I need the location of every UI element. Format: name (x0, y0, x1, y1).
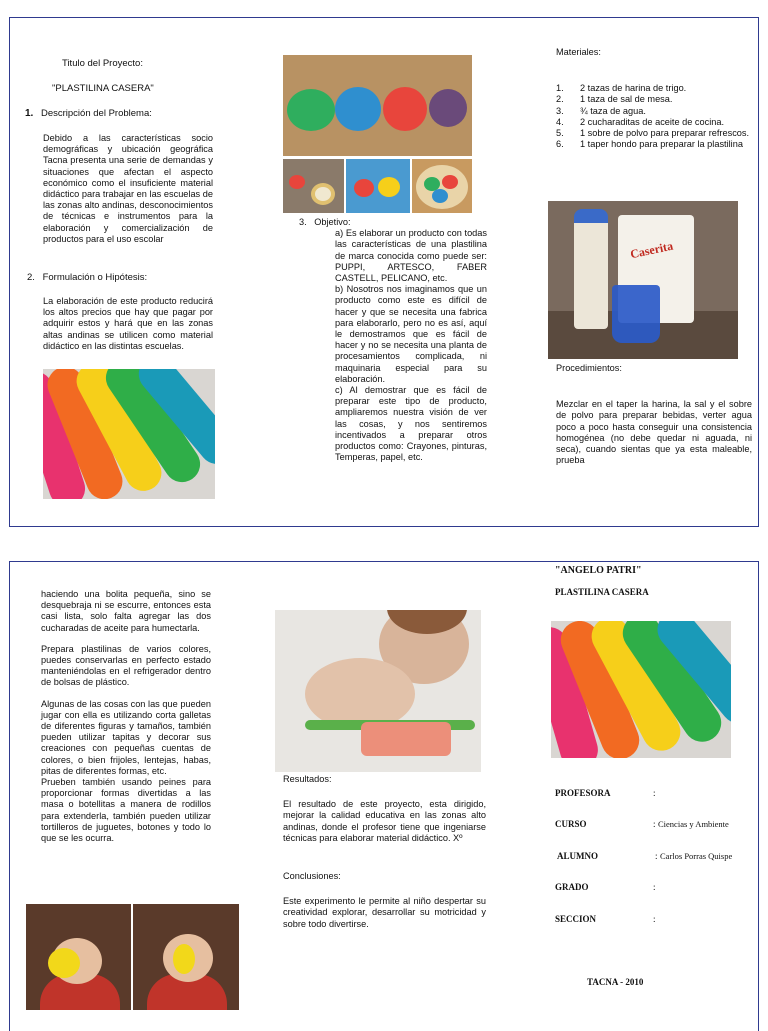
field-label: GRADO (555, 882, 589, 892)
panel-objective (299, 217, 487, 463)
field-colon: : (655, 851, 658, 861)
results-title: Resultados: (283, 774, 332, 784)
field-label: SECCION (555, 914, 597, 924)
section-3-number: 3. (299, 217, 307, 227)
clay-step-photo-1 (283, 159, 344, 213)
objective-b: b) Nosotros nos imaginamos que un producto como este es difícil de hacer y que se necesita una fabrica para elaborarlo, pero no es así, aquí le demostramos que es fácil de hacer y no se necesita una planta de procesamientos complicada, ni maquinaria especial para su elaboración. (335, 284, 487, 384)
green-clay-ball (287, 89, 335, 131)
blue-clay-ball (335, 87, 381, 131)
cover-subtitle: PLASTILINA CASERA (555, 587, 649, 597)
materials-title: Materiales: (556, 47, 601, 57)
section-2-heading (27, 272, 147, 283)
material-text: 1 sobre de polvo para preparar refrescos. (580, 128, 750, 139)
results-body: El resultado de este proyecto, esta dirigido, mejorar la calidad educativa en las zonas alto andinas, donde el profesor tiene que ingeniarse técnicas para elaborar material didáctico. Xº (283, 799, 486, 843)
material-number: 5. (556, 128, 564, 139)
procedure-paragraph-3: Algunas de las cosas con las que pueden jugar con ella es utilizando corta galletas de diferentes figuras y tamaños, también pueden utilizar tapitas y decorar sus creaciones con pequeñas cuentas de colores, o bien frijoles, lentejas, habas, pitas de diferentes formas, etc. (41, 698, 211, 776)
red-clay-small-2 (354, 179, 374, 197)
field-alumno (557, 851, 757, 863)
panel-procedure-continued (41, 589, 211, 844)
section-3-title: Objetivo: (314, 217, 351, 227)
project-name: "PLASTILINA CASERA" (52, 83, 154, 94)
brochure-page-inside (9, 561, 759, 1031)
section-3-heading (299, 217, 487, 228)
material-item (556, 106, 752, 117)
yellow-clay-ball (48, 948, 80, 978)
cover-rainbow-clay-photo (551, 621, 731, 758)
material-number: 1. (556, 83, 564, 94)
section-1-heading (25, 108, 152, 119)
field-value: Ciencias y Ambiente (658, 819, 729, 829)
field-label: PROFESORA (555, 788, 611, 798)
red-clay-ball (383, 87, 427, 131)
material-item (556, 83, 752, 94)
procedure-paragraph-1: haciendo una bolita pequeña, sino se desquebraja ni se escurre, entonces esta casi lista, solo falta agregar las dos cucharadas de aceite para humectarla. (41, 589, 211, 633)
field-label: CURSO (555, 819, 587, 829)
material-item (556, 128, 752, 139)
yellow-clay-small (378, 177, 400, 197)
material-text: 1 taza de sal de mesa. (580, 94, 673, 105)
material-item (556, 117, 752, 128)
objective-a: a) Es elaborar un producto con todas las características de una plastilina de marca conocida como puede ser: PUPPI, ARTESCO, FABER CASTELL, PELICANO, etc. (335, 228, 487, 284)
procedure-paragraph-2: Prepara plastilinas de varios colores, puedes conservarlas en perfecto estado manteniéndolas en el refrigerador dentro de bolsas de plástico. (41, 643, 211, 688)
field-grado (555, 882, 755, 894)
material-text: 1 taper hondo para preparar la plastilina (580, 139, 743, 150)
materials-photo (548, 201, 738, 359)
panel-materials (556, 47, 752, 150)
child-hands-yellow-clay-photo-2 (133, 904, 239, 1010)
salt-bottle (574, 211, 608, 329)
procedure-title: Procedimientos: (556, 363, 622, 373)
conclusions-body: Este experimento le permite al niño despertar su creatividad explorar, desarrollar su motricidad y sobre todo divertirse. (283, 896, 486, 929)
section-2-title: Formulación o Hipótesis: (42, 272, 148, 283)
clay-step-photo-2 (346, 159, 410, 213)
purple-clay-ball (429, 89, 467, 127)
section-1-body: Debido a las características socio demográficas y ubicación geográfica Tacna presenta una serie de demandas y situaciones que afectan el aspecto económico como el insuficiente material didáctico para trabajar en las escuelas de las zonas alto andinas, desconocimientos de técnicas e instrumentos para la elaboración y comercialización de productos para el uso escolar (43, 133, 213, 244)
conclusions-title: Conclusiones: (283, 871, 341, 882)
section-1-number: 1. (25, 108, 34, 119)
field-value: Carlos Porras Quispe (660, 851, 733, 861)
panel-results (283, 774, 486, 930)
school-name: "ANGELO PATRI" (555, 565, 642, 576)
brochure-page-outside (9, 17, 759, 527)
cover-footer: TACNA - 2010 (587, 977, 644, 987)
material-number: 6. (556, 139, 564, 150)
material-number: 4. (556, 116, 564, 127)
material-number: 2. (556, 94, 564, 105)
clay-step-photo-3 (412, 159, 472, 213)
salmon-clay-pieces (361, 722, 451, 756)
field-colon: : (653, 882, 656, 892)
rainbow-clay-photo (43, 369, 215, 499)
material-text: 2 tazas de harina de trigo. (580, 83, 687, 94)
field-seccion (555, 914, 755, 926)
section-2-body: La elaboración de este producto reducirá los altos precios que hay que pagar por adquirir estos y hará que en las zonas altas andinas se utilicen como material didáctico en las distintas escuelas. (43, 296, 213, 351)
materials-list (556, 83, 752, 150)
cookie-cutter-ring (311, 183, 335, 205)
flour-bag-label: Caserita (628, 238, 675, 262)
field-profesora (555, 788, 755, 800)
panel-procedure (556, 363, 752, 466)
bottle-cap (574, 209, 608, 223)
red-clay-small (289, 175, 305, 189)
field-label: ALUMNO (557, 851, 598, 861)
material-item (556, 94, 752, 105)
field-colon: : (653, 819, 656, 829)
field-colon: : (653, 788, 656, 798)
child-playing-clay-photo (275, 610, 481, 772)
section-2-number: 2. (27, 272, 35, 283)
objective-c: c) Al demostrar que es fácil de preparar este tipo de producto, ampliaremos nuestra visión de ver las cosas, y nos sentiremos incentivados a preparar otros productos como: Crayones, pinturas, Temperas, papel, etc. (335, 385, 487, 463)
material-number: 3. (556, 105, 564, 116)
clay-balls-photo (283, 55, 472, 156)
procedure-paragraph-4: Prueben también usando peines para proporcionar formas divertidas a las masa o botellitas a manera de rodillos para extenderla, también pueden utilizar tortilleros de juguetes, botones y todo lo que se les ocurra. (41, 777, 211, 844)
material-item (556, 139, 752, 150)
field-curso (555, 819, 755, 831)
blue-water-glass (612, 285, 660, 343)
procedure-body: Mezclar en el taper la harina, la sal y el sobre de polvo para preparar bebidas, verter agua poco a poco hasta conseguir una consistencia homogénea (no debe quedar ni aguada, ni seca), cuando sientas que ya esta maleable, prueba (556, 399, 752, 466)
blue-clay-in-bowl (432, 189, 448, 203)
yellow-clay-ball-2 (173, 944, 195, 974)
material-text: 2 cucharaditas de aceite de cocina. (580, 116, 725, 127)
red-clay-in-bowl (442, 175, 458, 189)
child-hands-yellow-clay-photo-1 (26, 904, 131, 1010)
material-text: ¾ taza de agua. (580, 105, 646, 116)
field-colon: : (653, 914, 656, 924)
section-1-title: Descripción del Problema: (40, 108, 152, 119)
project-title-label: Titulo del Proyecto: (62, 58, 143, 69)
